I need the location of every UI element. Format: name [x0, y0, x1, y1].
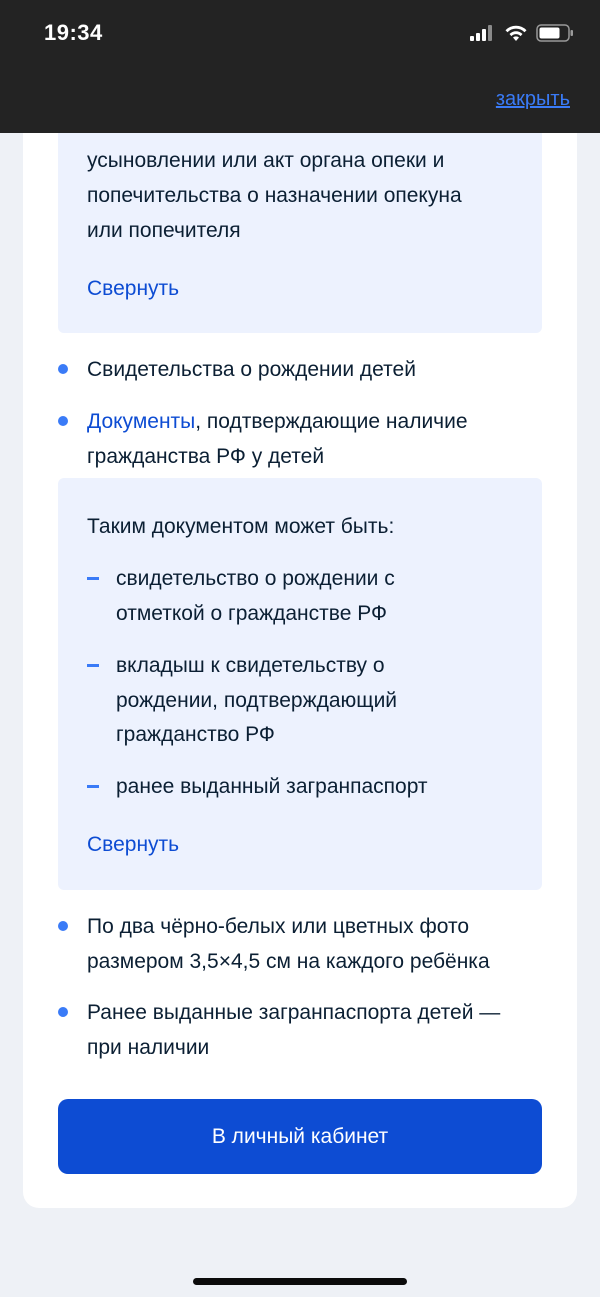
bullet-dot: [58, 364, 68, 374]
collapse-link-2[interactable]: Свернуть: [87, 833, 180, 856]
wifi-icon: [504, 24, 528, 42]
status-time: 19:34: [44, 20, 103, 45]
panel1-line-1: усыновлении или акт органа опеки и: [87, 149, 445, 172]
list-item-photos-line-2: размером 3,5×4,5 см на каждого ребёнка: [87, 950, 490, 973]
panel2-item-1-line-2: отметкой о гражданстве РФ: [116, 602, 387, 625]
panel2-item-2-line-2: рождении, подтверждающий: [116, 689, 398, 712]
status-icons: [470, 24, 574, 42]
list-item-citizenship-docs-line-2: гражданства РФ у детей: [87, 445, 325, 468]
status-bar: [0, 0, 600, 133]
close-link[interactable]: закрыть: [495, 88, 570, 110]
list-item-passports-line-2: при наличии: [87, 1036, 210, 1059]
panel2-item-2-line-3: гражданство РФ: [116, 723, 275, 746]
list-item-text: , подтверждающие наличие: [195, 410, 468, 433]
documents-link[interactable]: Документы: [87, 410, 196, 433]
panel1-line-2: попечительства о назначении опекуна: [87, 184, 462, 207]
dash-bullet: [87, 577, 99, 580]
battery-icon: [536, 24, 574, 42]
panel2-item-3-line-1: ранее выданный загранпаспорт: [116, 775, 428, 798]
panel1-line-3: или попечителя: [87, 219, 241, 242]
bullet-dot: [58, 1007, 68, 1017]
dash-bullet: [87, 785, 99, 788]
panel2-intro: Таким документом может быть:: [87, 515, 395, 538]
list-item-citizenship-docs: [87, 404, 468, 439]
panel2-item-2-line-1: вкладыш к свидетельству о: [116, 654, 385, 677]
bullet-dot: [58, 416, 68, 426]
list-item-photos-line-1: По два чёрно-белых или цветных фото: [87, 915, 469, 938]
list-item-birth-certificates: Свидетельства о рождении детей: [87, 358, 416, 381]
cellular-signal-icon: [470, 25, 496, 41]
panel2-item-1-line-1: свидетельство о рождении с: [116, 567, 395, 590]
dash-bullet: [87, 664, 99, 667]
collapse-link-1[interactable]: Свернуть: [87, 277, 180, 300]
list-item-passports-line-1: Ранее выданные загранпаспорта детей —: [87, 1001, 501, 1024]
personal-account-button[interactable]: В личный кабинет: [58, 1099, 542, 1174]
home-indicator: [193, 1278, 407, 1285]
bullet-dot: [58, 921, 68, 931]
